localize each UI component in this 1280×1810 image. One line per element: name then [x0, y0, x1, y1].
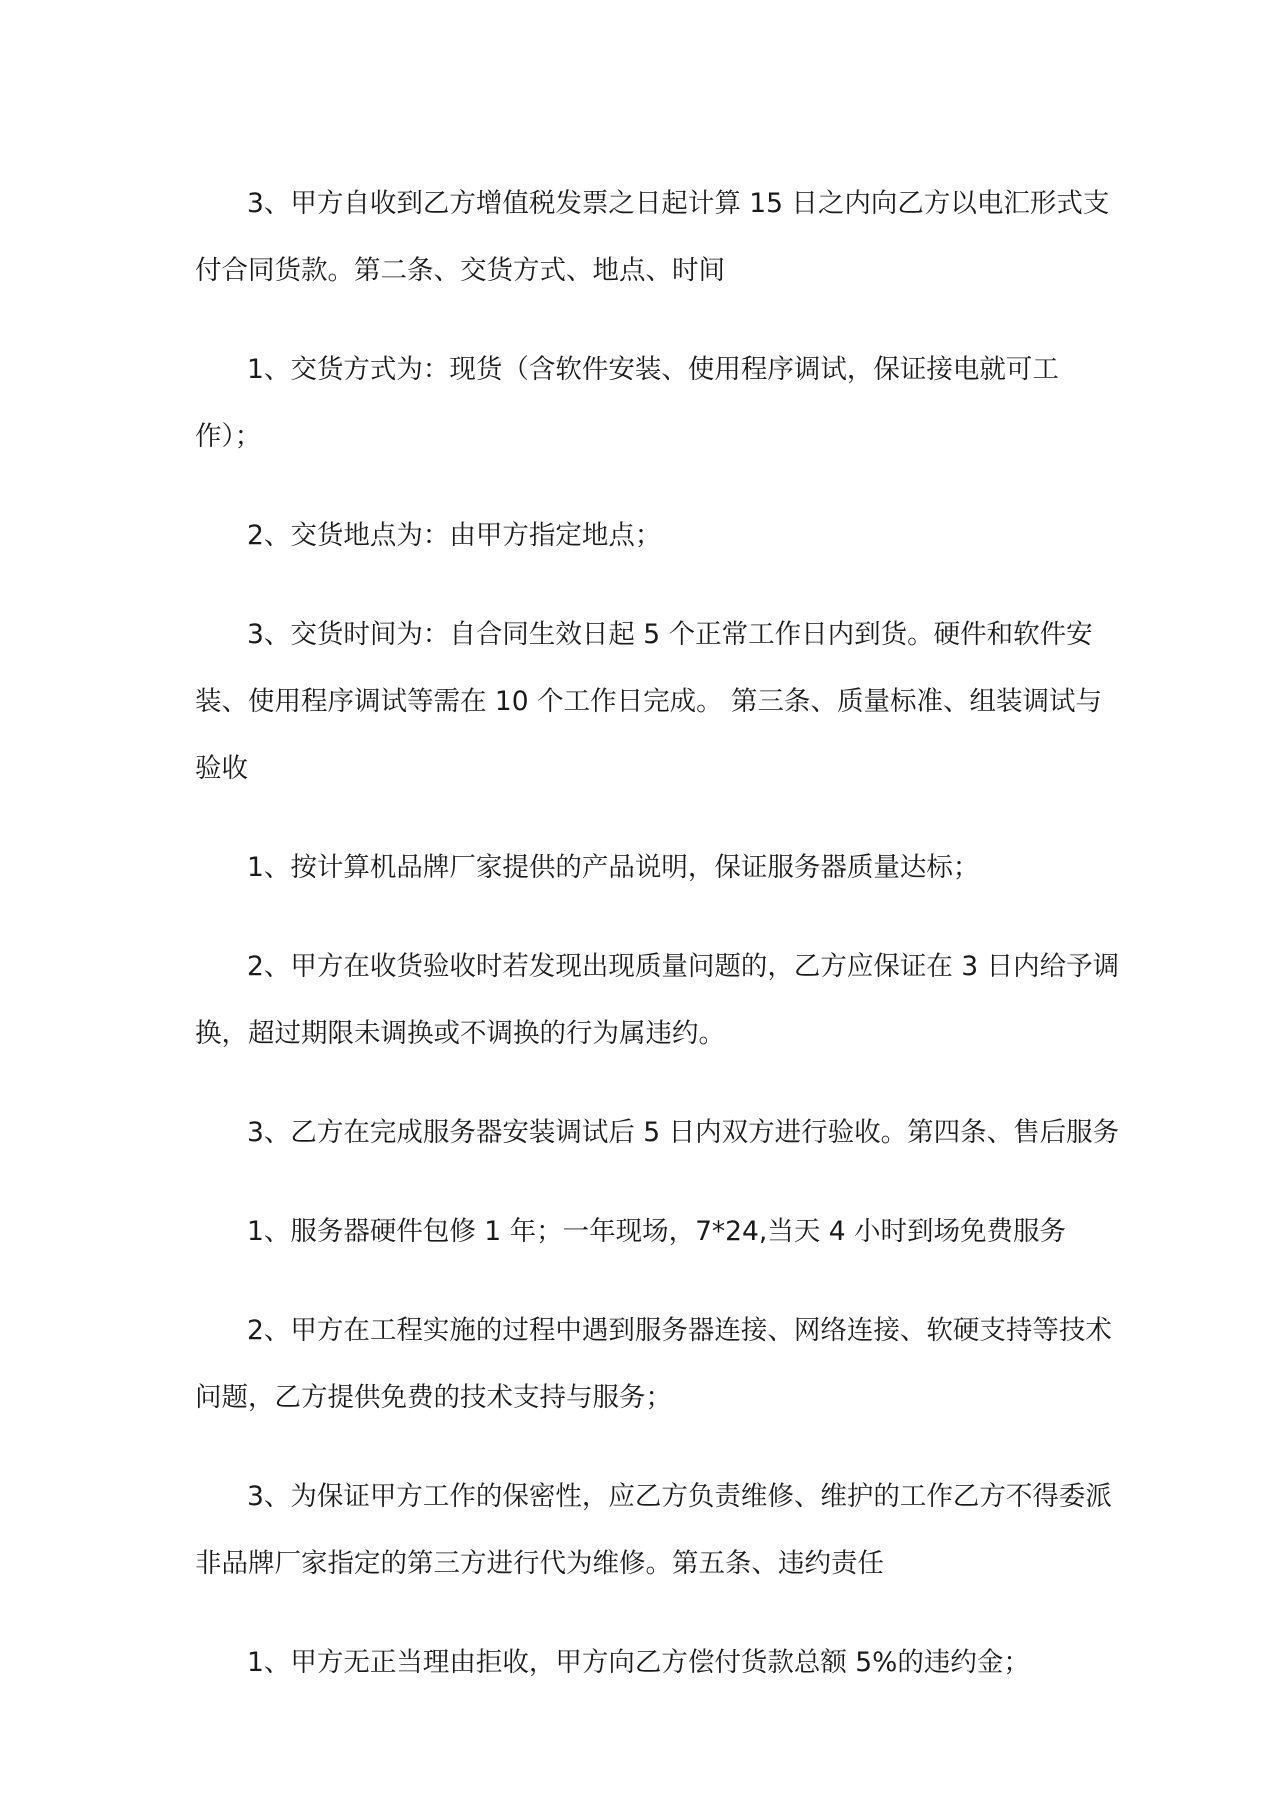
- text-line: 换，超过期限未调换或不调换的行为属违约。: [195, 1018, 725, 1049]
- text-line: 3、交货时间为：自合同生效日起 5 个正常工作日内到货。硬件和软件安: [247, 619, 1093, 650]
- paragraph: [195, 502, 1105, 569]
- text-line: 2、交货地点为：由甲方指定地点；: [247, 520, 662, 551]
- paragraph: [195, 1099, 1120, 1166]
- paragraph: [195, 834, 1105, 901]
- text-line: 1、按计算机品牌厂家提供的产品说明，保证服务器质量达标；: [247, 852, 980, 883]
- text-line: 1、服务器硬件包修 1 年；一年现场，7*24,当天 4 小时到场免费服务: [247, 1216, 1067, 1247]
- text-line: 装、使用程序调试等需在 10 个工作日完成。 第三条、质量标准、组装调试与: [195, 686, 1102, 717]
- text-line: 付合同货款。第二条、交货方式、地点、时间: [195, 255, 725, 286]
- paragraph: [195, 601, 1105, 802]
- text-line: 验收: [195, 753, 248, 784]
- text-line: 问题，乙方提供免费的技术支持与服务；: [195, 1382, 672, 1413]
- paragraph: [195, 1629, 1105, 1696]
- text-line: 2、甲方在工程实施的过程中遇到服务器连接、网络连接、软硬支持等技术: [247, 1315, 1112, 1346]
- paragraph: [195, 933, 1120, 1067]
- text-line: 3、乙方在完成服务器安装调试后 5 日内双方进行验收。第四条、售后服务: [247, 1117, 1120, 1148]
- text-line: 作）；: [195, 421, 262, 452]
- paragraph: [195, 1297, 1112, 1431]
- text-line: 1、交货方式为：现货（含软件安装、使用程序调试，保证接电就可工: [247, 354, 1059, 385]
- document-body: [195, 170, 1120, 1728]
- text-line: 3、为保证甲方工作的保密性，应乙方负责维修、维护的工作乙方不得委派: [247, 1481, 1112, 1512]
- text-line: 非品牌厂家指定的第三方进行代为维修。第五条、违约责任: [195, 1548, 884, 1579]
- paragraph: [195, 170, 1110, 304]
- text-line: 3、甲方自收到乙方增值税发票之日起计算 15 日之内向乙方以电汇形式支: [247, 188, 1110, 219]
- paragraph: [195, 1463, 1112, 1597]
- text-line: 2、甲方在收货验收时若发现出现质量问题的，乙方应保证在 3 日内给予调: [247, 951, 1120, 982]
- paragraph: [195, 336, 1105, 470]
- text-line: 1、甲方无正当理由拒收，甲方向乙方偿付货款总额 5%的违约金；: [247, 1647, 1030, 1678]
- paragraph: [195, 1198, 1105, 1265]
